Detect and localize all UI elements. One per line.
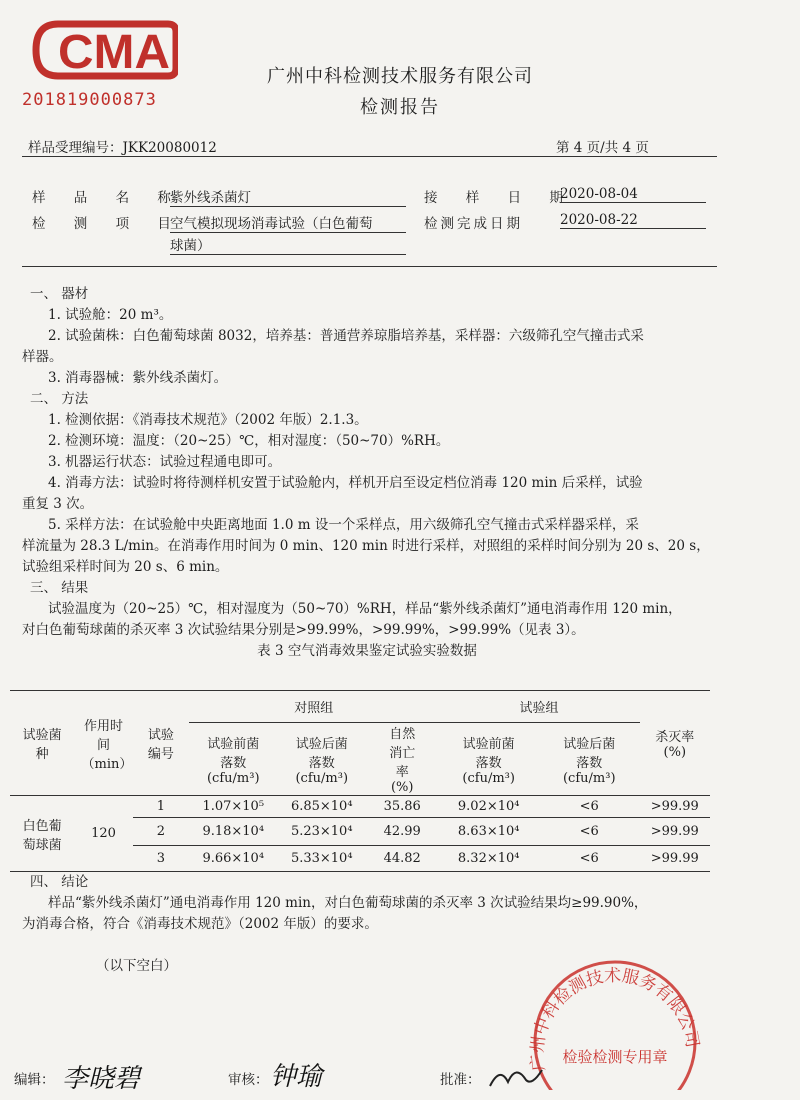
header-test-before: 试验前菌落数 (cfu/m³) <box>438 723 539 796</box>
seal-text: 广州中科检测技术服务有限公司 <box>527 965 703 1073</box>
reviewer-signature: 钟瑜 <box>270 1062 323 1092</box>
company-name: 广州中科检测技术服务有限公司 <box>267 66 533 87</box>
cell-no: 3 <box>133 846 189 872</box>
sample-number-label: 样品受理编号： <box>28 140 123 156</box>
header-control-before: 试验前菌落数 (cfu/m³) <box>189 723 278 796</box>
cell-natural: 42.99 <box>366 818 438 846</box>
paragraph: 3. 机器运行状态：试验过程通电即可。 <box>48 454 282 470</box>
cell-control-before: 1.07×10⁵ <box>189 796 278 818</box>
test-item-value: 空气模拟现场消毒试验（白色葡萄 <box>170 212 406 233</box>
paragraph: 样品“紫外线杀菌灯”通电消毒作用 120 min，对白色葡萄球菌的杀灭率 3 次试验结果均≥99.90%， <box>48 895 648 911</box>
sample-name-value: 紫外线杀菌灯 <box>170 186 406 207</box>
cell-natural: 44.82 <box>366 846 438 872</box>
cell-control-before: 9.66×10⁴ <box>189 846 278 872</box>
header-test-group: 试验组 <box>438 691 639 723</box>
cell-no: 2 <box>133 818 189 846</box>
cell-time: 120 <box>74 796 132 872</box>
report-body <box>22 284 722 662</box>
paragraph: 4. 消毒方法：试验时将待测样机安置于试验舱内，样机开启至设定档位消毒 120 min 后采样，试验 <box>48 475 643 491</box>
conclusion <box>22 872 722 935</box>
cell-natural: 35.86 <box>366 796 438 818</box>
cell-test-before: 8.63×10⁴ <box>438 818 539 846</box>
section-heading: 一、 器材 <box>30 286 89 302</box>
cma-mark-icon <box>28 18 178 82</box>
test-item-value-2: 球菌） <box>170 234 406 255</box>
cma-logo <box>22 14 197 114</box>
cell-control-after: 5.23×10⁴ <box>278 818 367 846</box>
header-kill-rate: 杀灭率 (%) <box>640 691 710 796</box>
header-control-group: 对照组 <box>189 691 438 723</box>
paragraph: 1. 试验舱：20 m³。 <box>48 307 173 323</box>
finish-date-value: 2020-08-22 <box>560 212 706 229</box>
section-heading: 二、 方法 <box>30 391 89 407</box>
receive-date-value: 2020-08-04 <box>560 186 706 203</box>
section-heading: 四、 结论 <box>30 874 89 890</box>
section-heading: 三、 结果 <box>30 580 89 596</box>
paragraph: 样流量为 28.3 L/min。在消毒作用时间为 0 min、120 min 时进行采样，对照组的采样时间分别为 20 s、20 s， <box>22 538 710 554</box>
cell-kill: >99.99 <box>640 796 710 818</box>
cell-test-before: 9.02×10⁴ <box>438 796 539 818</box>
sample-name-label: 样 品 名 称 <box>32 190 183 206</box>
paragraph: 试验温度为（20~25）℃，相对湿度为（50~70）%RH，样品“紫外线杀菌灯”通电消毒作用 120 min， <box>48 601 682 617</box>
cell-control-after: 6.85×10⁴ <box>278 796 367 818</box>
editor-signature: 李晓碧 <box>62 1064 141 1094</box>
reviewer-label: 审核： <box>228 1072 269 1088</box>
cell-test-after: <6 <box>539 846 640 872</box>
results-table <box>10 690 710 872</box>
cell-test-after: <6 <box>539 796 640 818</box>
cell-no: 1 <box>133 796 189 818</box>
receive-date-label: 接 样 日 期 <box>424 190 575 206</box>
header-test-after: 试验后菌落数 (cfu/m³) <box>539 723 640 796</box>
paragraph: 2. 检测环境：温度：（20~25）℃，相对湿度：（50~70）%RH。 <box>48 433 450 449</box>
header-strain: 试验菌种 <box>10 691 74 796</box>
header-test-no: 试验编号 <box>133 691 189 796</box>
seal-bottom-text: 检验检测专用章 <box>562 1048 668 1066</box>
header-time: 作用时间（min） <box>74 691 132 796</box>
company-seal <box>520 950 710 1090</box>
cma-number: 201819000873 <box>22 90 157 110</box>
paragraph: 5. 采样方法：在试验舱中央距离地面 1.0 m 设一个采样点，用六级筛孔空气撞击式采样器采样，采 <box>48 517 639 533</box>
cell-kill: >99.99 <box>640 818 710 846</box>
divider <box>22 156 717 157</box>
logo-text: CMA <box>58 26 170 79</box>
test-item-label: 检 测 项 目 <box>32 216 183 232</box>
paragraph: 为消毒合格，符合《消毒技术规范》（2002 年版）的要求。 <box>22 916 378 932</box>
cell-test-after: <6 <box>539 818 640 846</box>
cell-strain: 白色葡萄球菌 <box>10 796 74 872</box>
cell-control-after: 5.33×10⁴ <box>278 846 367 872</box>
paragraph: 3. 消毒器械：紫外线杀菌灯。 <box>48 370 228 386</box>
approver-label: 批准： <box>440 1072 481 1088</box>
paragraph: 对白色葡萄球菌的杀灭率 3 次试验结果分别是>99.99%，>99.99%，>99.99%（见表 3）。 <box>22 622 585 638</box>
report-title: 检测报告 <box>360 97 440 118</box>
paragraph: 1. 检测依据：《消毒技术规范》（2002 年版）2.1.3。 <box>48 412 368 428</box>
approver-signature-icon <box>486 1056 546 1092</box>
page-info: 第 4 页/共 4 页 <box>556 140 649 156</box>
sample-number <box>28 136 217 156</box>
paragraph: 试验组采样时间为 20 s、6 min。 <box>22 559 229 575</box>
finish-date-label: 检测完成日期 <box>424 216 523 232</box>
cell-kill: >99.99 <box>640 846 710 872</box>
paragraph: 样器。 <box>22 349 63 365</box>
sample-number-value: JKK20080012 <box>122 140 217 156</box>
blank-note: （以下空白） <box>96 958 177 974</box>
cell-control-before: 9.18×10⁴ <box>189 818 278 846</box>
divider <box>22 266 717 267</box>
cell-test-before: 8.32×10⁴ <box>438 846 539 872</box>
paragraph: 2. 试验菌株：白色葡萄球菌 8032，培养基：普通营养琼脂培养基，采样器：六级筛孔空气撞击式采 <box>48 328 644 344</box>
table-row <box>10 796 710 818</box>
editor-label: 编辑： <box>14 1072 55 1088</box>
header-natural-rate: 自然消亡率 (%) <box>366 723 438 796</box>
table-title: 表 3 空气消毒效果鉴定试验实验数据 <box>257 643 477 659</box>
paragraph: 重复 3 次。 <box>22 496 94 512</box>
header-control-after: 试验后菌落数 (cfu/m³) <box>278 723 367 796</box>
